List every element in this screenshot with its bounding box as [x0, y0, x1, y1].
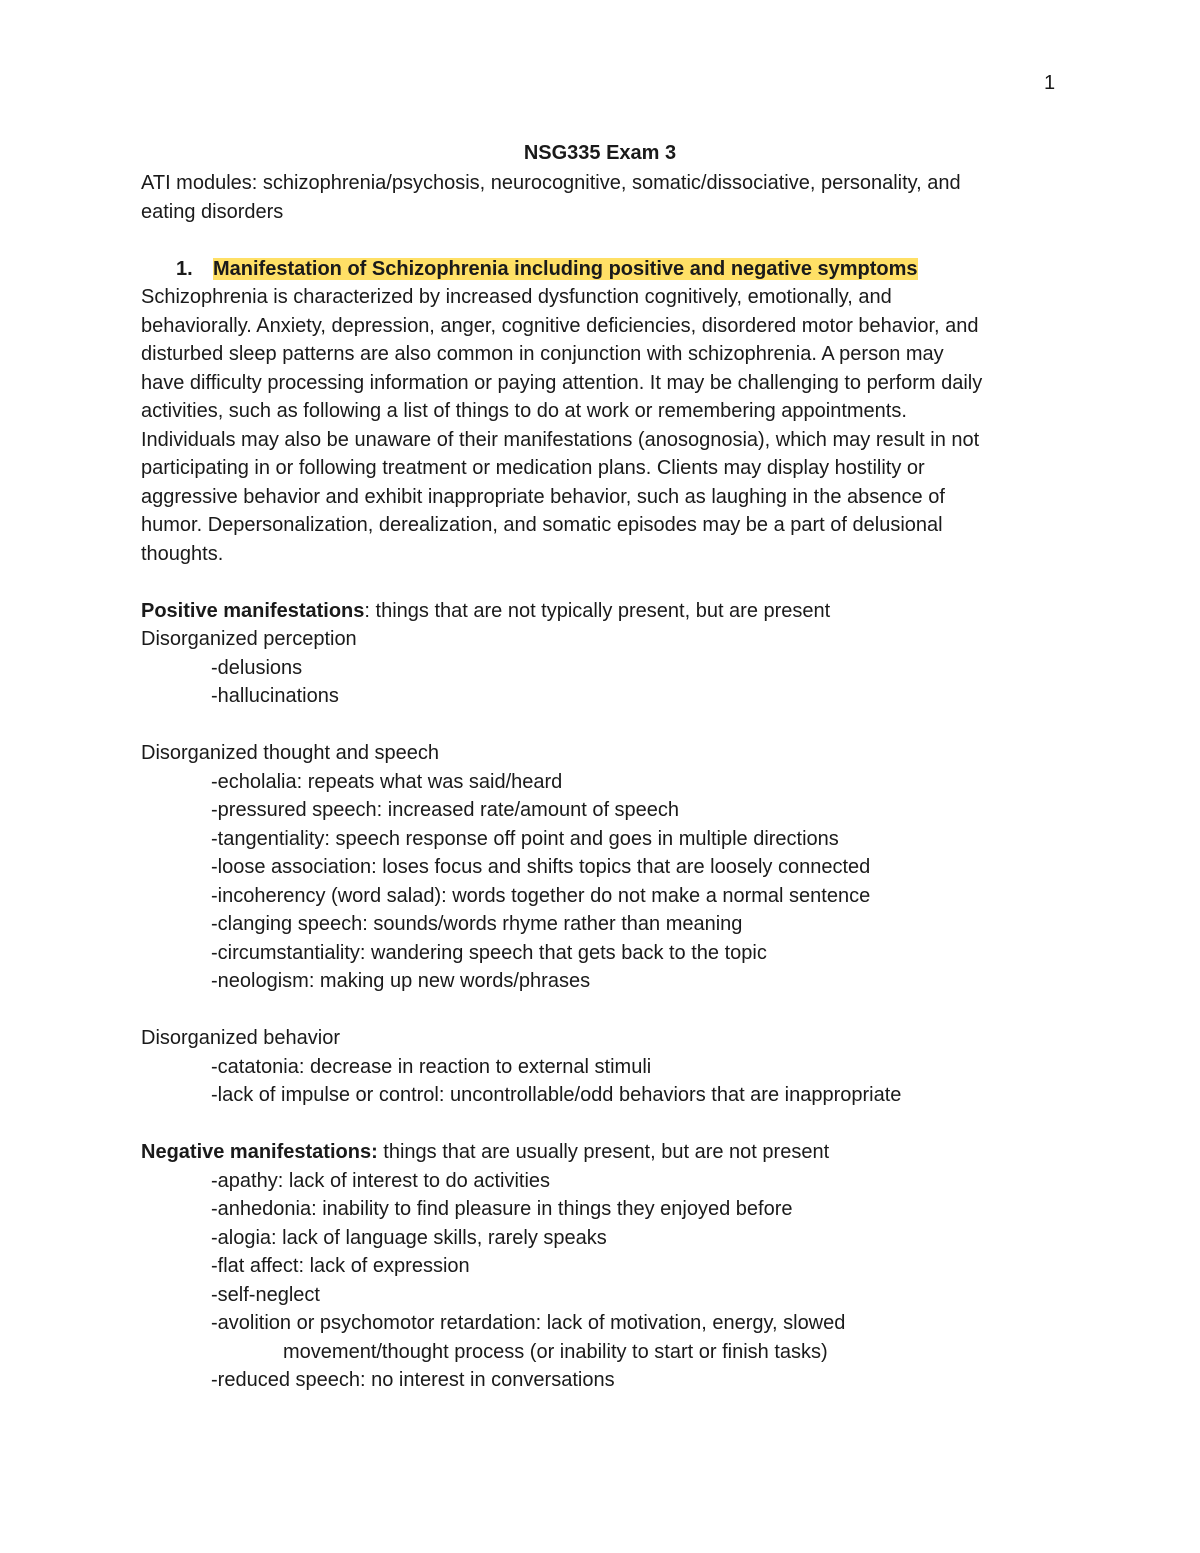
- section-heading: [141, 255, 1071, 284]
- paragraph-line: humor. Depersonalization, derealization, and somatic episodes may be a part of delusional: [141, 514, 943, 536]
- paragraph-line: Individuals may also be unaware of their manifestations (anosognosia), which may result in not: [141, 428, 980, 451]
- paragraph-line: Schizophrenia is characterized by increased dysfunction cognitively, emotionally, and: [141, 286, 892, 308]
- page-number: 1: [1044, 72, 1056, 94]
- list-item: -tangentiality: speech response off point and goes in multiple directions: [211, 827, 839, 850]
- list-item: -pressured speech: increased rate/amount of speech: [211, 799, 680, 821]
- list-item: -reduced speech: no interest in conversations: [211, 1369, 615, 1391]
- list-item: -incoherency (word salad): words together do not make a normal sentence: [211, 884, 871, 907]
- negative-manifestations-line: [141, 1138, 1071, 1167]
- perception-heading: Disorganized perception: [141, 628, 357, 650]
- paragraph-line: have difficulty processing information or paying attention. It may be challenging to perform daily: [141, 371, 983, 394]
- negative-label: Negative manifestations:: [141, 1141, 378, 1163]
- list-item: -hallucinations: [211, 685, 339, 707]
- list-item: -echolalia: repeats what was said/heard: [211, 770, 563, 793]
- paragraph-line: disturbed sleep patterns are also common in conjunction with schizophrenia. A person may: [141, 343, 944, 365]
- negative-definition: things that are usually present, but are not present: [377, 1141, 830, 1163]
- list-item: -flat affect: lack of expression: [211, 1255, 470, 1277]
- list-item-continuation: movement/thought process (or inability to start or finish tasks): [283, 1340, 828, 1363]
- list-item: -lack of impulse or control: uncontrollable/odd behaviors that are inappropriate: [211, 1084, 902, 1106]
- section-heading-text: Manifestation of Schizophrenia including positive and negative symptoms: [213, 257, 918, 280]
- positive-manifestations-line: [141, 597, 1071, 626]
- list-item: -loose association: loses focus and shifts topics that are loosely connected: [211, 856, 871, 878]
- list-item: -alogia: lack of language skills, rarely speaks: [211, 1226, 607, 1249]
- list-item: -delusions: [211, 656, 303, 679]
- list-item: -self-neglect: [211, 1283, 320, 1306]
- list-item: -anhedonia: inability to find pleasure in things they enjoyed before: [211, 1198, 793, 1220]
- thought-heading: Disorganized thought and speech: [141, 742, 439, 764]
- list-item: -circumstantiality: wandering speech that gets back to the topic: [211, 941, 767, 964]
- paragraph-line: activities, such as following a list of things to do at work or remembering appointments.: [141, 400, 907, 422]
- paragraph-line: aggressive behavior and exhibit inappropriate behavior, such as laughing in the absence of: [141, 485, 945, 508]
- list-item: -neologism: making up new words/phrases: [211, 970, 591, 992]
- paragraph-line: participating in or following treatment or medication plans. Clients may display hostility or: [141, 457, 925, 479]
- list-item: -avolition or psychomotor retardation: lack of motivation, energy, slowed: [211, 1312, 846, 1334]
- document-title: NSG335 Exam 3: [523, 142, 677, 164]
- section-number: 1.: [176, 257, 193, 280]
- behavior-heading: Disorganized behavior: [141, 1027, 341, 1049]
- document-body: [141, 169, 1071, 1395]
- positive-label: Positive manifestations: [141, 599, 365, 622]
- paragraph-line: thoughts.: [141, 542, 224, 565]
- list-item: -catatonia: decrease in reaction to external stimuli: [211, 1055, 652, 1078]
- list-item: -apathy: lack of interest to do activities: [211, 1169, 551, 1192]
- modules-line: ATI modules: schizophrenia/psychosis, neurocognitive, somatic/dissociative, personality, and: [141, 172, 961, 194]
- positive-definition: : things that are not typically present, but are present: [364, 599, 831, 622]
- paragraph-line: behaviorally. Anxiety, depression, anger, cognitive deficiencies, disordered motor behavior, and: [141, 314, 979, 337]
- modules-line: eating disorders: [141, 200, 284, 223]
- list-item: -clanging speech: sounds/words rhyme rather than meaning: [211, 913, 743, 935]
